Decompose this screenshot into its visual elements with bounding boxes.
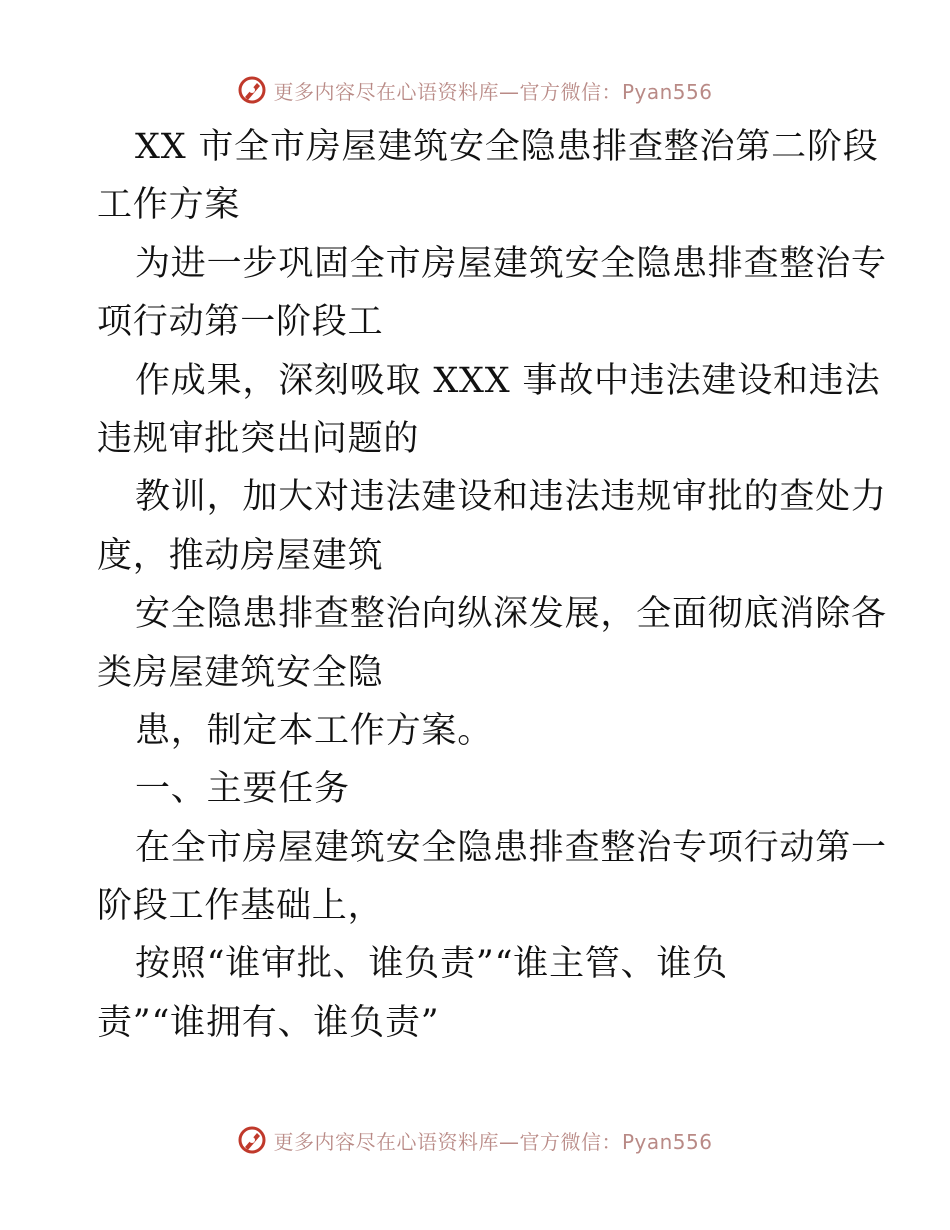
pen-logo-icon [237,1125,267,1155]
pen-logo-icon [237,75,267,105]
section-heading: 一、主要任务 [135,769,350,810]
doc-paragraph-line: 阶段工作基础上， [97,886,384,927]
doc-title-line-1: XX 市全市房屋建筑安全隐患排查整治第二阶段 [135,127,879,167]
header-watermark-text: 更多内容尽在心语资料库—官方微信：Pyan556 [273,79,713,104]
doc-paragraph-line: 安全隐患排查整治向纵深发展，全面彻底消除各 [135,594,887,635]
doc-title-line-2: 工作方案 [97,185,241,226]
footer-watermark-text: 更多内容尽在心语资料库—官方微信：Pyan556 [273,1129,713,1154]
doc-paragraph-line: 患，制定本工作方案。 [135,710,494,751]
doc-paragraph-line: 教训，加大对违法建设和违法违规审批的查处力 [135,477,887,518]
doc-paragraph-line: 为进一步巩固全市房屋建筑安全隐患排查整治专 [135,243,887,284]
header-watermark [0,70,950,110]
doc-paragraph-line: 按照“谁审批、谁负责”“谁主管、谁负 [135,944,729,985]
doc-paragraph-line: 作成果，深刻吸取 XXX 事故中违法建设和违法 [135,360,881,401]
doc-paragraph-line: 项行动第一阶段工 [97,302,384,343]
doc-paragraph-line: 违规审批突出问题的 [97,418,420,459]
footer-watermark [0,1120,950,1160]
doc-paragraph-line: 类房屋建筑安全隐 [97,652,384,693]
document-body [97,118,887,1052]
doc-paragraph-line: 在全市房屋建筑安全隐患排查整治专项行动第一 [135,827,887,868]
doc-paragraph-line: 责”“谁拥有、谁负责” [97,1002,440,1043]
doc-paragraph-line: 度，推动房屋建筑 [97,535,384,576]
